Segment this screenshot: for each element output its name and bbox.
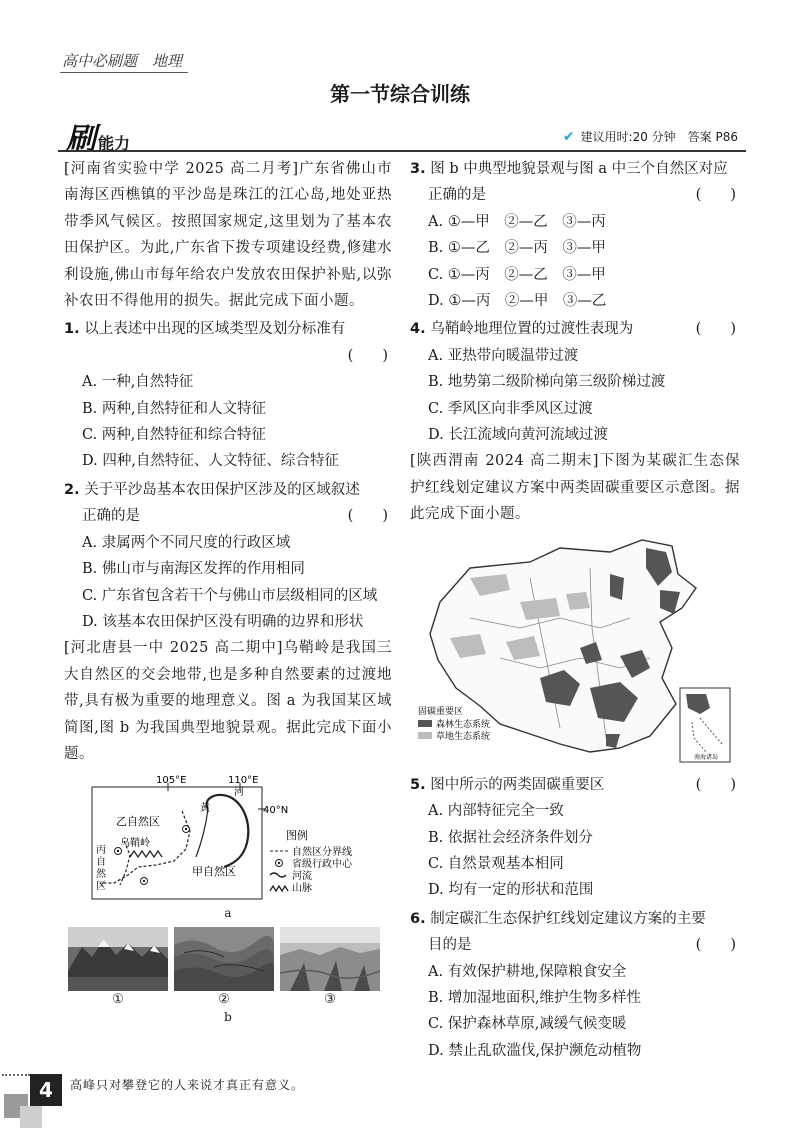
label-river-huang: 黄	[200, 803, 210, 815]
map-legend-title: 固碳重要区	[418, 706, 464, 717]
figure-a-caption: a	[224, 906, 232, 921]
q2-option-c[interactable]: C. 广东省包含若干个与佛山市层级相同的区域	[82, 587, 378, 604]
label-yi-region: 乙自然区	[116, 815, 160, 829]
q4-number: 4.	[410, 321, 426, 338]
legend-title: 图例	[286, 829, 308, 843]
label-110e: 110°E	[228, 775, 259, 787]
q3-option-b[interactable]: B. ①—乙 ②—丙 ③—甲	[428, 240, 606, 257]
q3-stem-1: 图 b 中典型地貌景观与图 a 中三个自然区对应	[430, 161, 728, 177]
q5-number: 5.	[410, 776, 426, 793]
label-river-he: 河	[234, 787, 244, 799]
fig-a-frame	[92, 787, 262, 899]
carbon-map	[410, 538, 740, 770]
q5-option-d[interactable]: D. 均有一定的形状和范围	[428, 882, 594, 899]
photo-2-desert-dunes	[174, 927, 274, 991]
legend-capital: 省级行政中心	[292, 859, 352, 871]
right-column	[410, 156, 740, 1064]
passage-3: [陕西渭南 2024 高二期末]下图为某碳汇生态保护红线划定建议方案中两类固碳重要区示意图。据此完成下面小题。	[410, 453, 740, 523]
q2-option-b[interactable]: B. 佛山市与南海区发挥的作用相同	[82, 561, 305, 578]
q1-option-c[interactable]: C. 两种,自然特征和综合特征	[82, 427, 266, 444]
forest-north	[610, 574, 624, 600]
question-3	[410, 156, 740, 314]
q6-stem-2: 目的是	[428, 937, 472, 954]
legend-mountain: 山脉	[292, 883, 312, 895]
label-bing-1: 丙	[96, 845, 106, 857]
q4-option-d[interactable]: D. 长江流域向黄河流域过渡	[428, 427, 608, 444]
q1-stem: 以上表述中出现的区域类型及划分标准有	[84, 321, 346, 338]
legend-boundary: 自然区分界线	[292, 847, 352, 859]
q2-stem-1: 关于平沙岛基本农田保护区涉及的区域叙述	[84, 481, 360, 498]
brand-small-text: 能力	[98, 134, 131, 153]
question-4	[410, 316, 740, 448]
map-legend-forest-sym	[418, 720, 432, 727]
legend-river-sym	[270, 873, 286, 877]
map-legend-grass: 草地生态系统	[436, 731, 491, 742]
photo-label-3: ③	[324, 992, 336, 1008]
passage-2: [河北唐县一中 2025 高二期中]乌鞘岭是我国三大自然区的交会地带,也是多种自然要素的过渡地带,具有极为重要的地理意义。图 a 为我国某区域简图,图 b 为我国典型地貌景观。据此完成下面小题。	[64, 640, 392, 762]
footer-motto: 高峰只对攀登它的人来说才真正有意义。	[70, 1078, 305, 1092]
q4-option-c[interactable]: C. 季风区向非季风区过渡	[428, 400, 593, 417]
photo-1-snow-mountain	[68, 927, 168, 991]
time-suggestion	[563, 128, 738, 145]
q5-stem: 图中所示的两类固碳重要区	[430, 776, 605, 793]
q2-option-a[interactable]: A. 隶属两个不同尺度的行政区域	[82, 534, 291, 551]
q2-stem-2: 正确的是	[82, 508, 140, 525]
question-1	[64, 316, 392, 474]
q1-number: 1.	[64, 321, 80, 338]
label-bing-4: 区	[96, 881, 106, 893]
photo-label-2: ②	[218, 992, 230, 1008]
q5-option-b[interactable]: B. 依据社会经济条件划分	[428, 829, 593, 846]
time-text: 建议用时:20 分钟 答案 P86	[580, 130, 738, 144]
q6-number: 6.	[410, 910, 426, 927]
question-6	[410, 906, 740, 1064]
figure-b-photos	[68, 927, 392, 991]
photo-label-1: ①	[112, 992, 124, 1008]
passage-1: [河南省实验中学 2025 高二月考]广东省佛山市南海区西樵镇的平沙岛是珠江的江心岛,地处亚热带季风气候区。按照国家规定,这里划为了基本农田保护区。为此,广东省下拨专项建设经费,修建水利设施,佛山市每年给农户发放农田保护补贴,以弥补农田不得他用的损失。据此完成下面小题。	[64, 161, 392, 310]
q3-number: 3.	[410, 161, 426, 177]
label-bing-2: 自	[96, 857, 106, 869]
q3-option-c[interactable]: C. ①—丙 ②—乙 ③—甲	[428, 266, 606, 283]
q1-option-d[interactable]: D. 四种,自然特征、人文特征、综合特征	[82, 453, 339, 470]
page-footer	[0, 1068, 800, 1130]
q4-answer-paren[interactable]: ( )	[695, 321, 736, 338]
capital-2-dot	[185, 828, 187, 830]
q2-answer-paren[interactable]: ( )	[347, 508, 388, 525]
q4-option-a[interactable]: A. 亚热带向暖温带过渡	[428, 347, 579, 364]
footer-square-light	[20, 1106, 42, 1128]
grass-north-2	[566, 592, 590, 610]
q6-option-c[interactable]: C. 保护森林草原,减缓气候变暖	[428, 1016, 627, 1033]
legend-river: 河流	[292, 871, 312, 883]
capital-1-dot	[117, 850, 119, 852]
page-number: 4	[30, 1074, 62, 1106]
q6-stem-1: 制定碳汇生态保护红线划定建议方案的主要	[430, 910, 706, 927]
q4-stem: 乌鞘岭地理位置的过渡性表现为	[430, 321, 634, 338]
q5-answer-paren[interactable]: ( )	[695, 776, 736, 793]
figure-a	[90, 775, 370, 905]
page-title: 第一节综合训练	[330, 82, 470, 106]
top-rule	[58, 150, 746, 152]
q3-option-a[interactable]: A. ①—甲 ②—乙 ③—丙	[428, 213, 606, 230]
label-wushaoling: 乌鞘岭	[120, 838, 150, 850]
q2-option-d[interactable]: D. 该基本农田保护区没有明确的边界和形状	[82, 613, 364, 630]
q5-option-c[interactable]: C. 自然景观基本相同	[428, 855, 564, 872]
figure-b-labels	[68, 991, 392, 1009]
label-jia-region: 甲自然区	[192, 865, 236, 879]
footer-dots	[2, 1074, 30, 1082]
photo-3-loess-plateau	[280, 927, 380, 991]
q5-option-a[interactable]: A. 内部特征完全一致	[428, 803, 564, 820]
legend-capital-dot	[278, 862, 280, 864]
brand-big-char: 刷	[66, 122, 96, 157]
figure-a-map	[90, 775, 370, 905]
figure-b-caption: b	[224, 1010, 232, 1025]
question-2	[64, 477, 392, 635]
left-column	[64, 156, 392, 1025]
q1-option-b[interactable]: B. 两种,自然特征和人文特征	[82, 400, 266, 417]
q3-answer-paren[interactable]: ( )	[695, 187, 736, 204]
question-5	[410, 772, 740, 904]
map-legend-grass-sym	[418, 732, 432, 739]
q1-answer-paren[interactable]: ( )	[347, 347, 388, 364]
inset-label: 南海诸岛	[694, 753, 719, 761]
q4-option-b[interactable]: B. 地势第二级阶梯向第三级阶梯过渡	[428, 374, 666, 391]
header-underline	[60, 72, 188, 73]
q3-option-d[interactable]: D. ①—丙 ②—甲 ③—乙	[428, 293, 607, 310]
label-105e: 105°E	[156, 775, 187, 787]
q1-option-a[interactable]: A. 一种,自然特征	[82, 374, 194, 391]
series-header: 高中必刷题 地理	[62, 52, 183, 70]
check-icon: ✔	[562, 128, 575, 145]
label-bing-3: 然	[96, 869, 106, 881]
q3-stem-2: 正确的是	[428, 187, 486, 204]
q2-number: 2.	[64, 481, 80, 498]
q6-option-d[interactable]: D. 禁止乱砍滥伐,保护濒危动植物	[428, 1042, 642, 1059]
map-legend-forest: 森林生态系统	[436, 719, 491, 730]
capital-3-dot	[143, 880, 145, 882]
q6-answer-paren[interactable]: ( )	[695, 937, 736, 954]
q6-option-b[interactable]: B. 增加湿地面积,维护生物多样性	[428, 989, 641, 1006]
label-40n: 40°N	[263, 805, 289, 817]
legend-mountain-sym	[270, 886, 288, 891]
q6-option-a[interactable]: A. 有效保护耕地,保障粮食安全	[428, 963, 627, 980]
china-carbon-map	[410, 538, 740, 770]
